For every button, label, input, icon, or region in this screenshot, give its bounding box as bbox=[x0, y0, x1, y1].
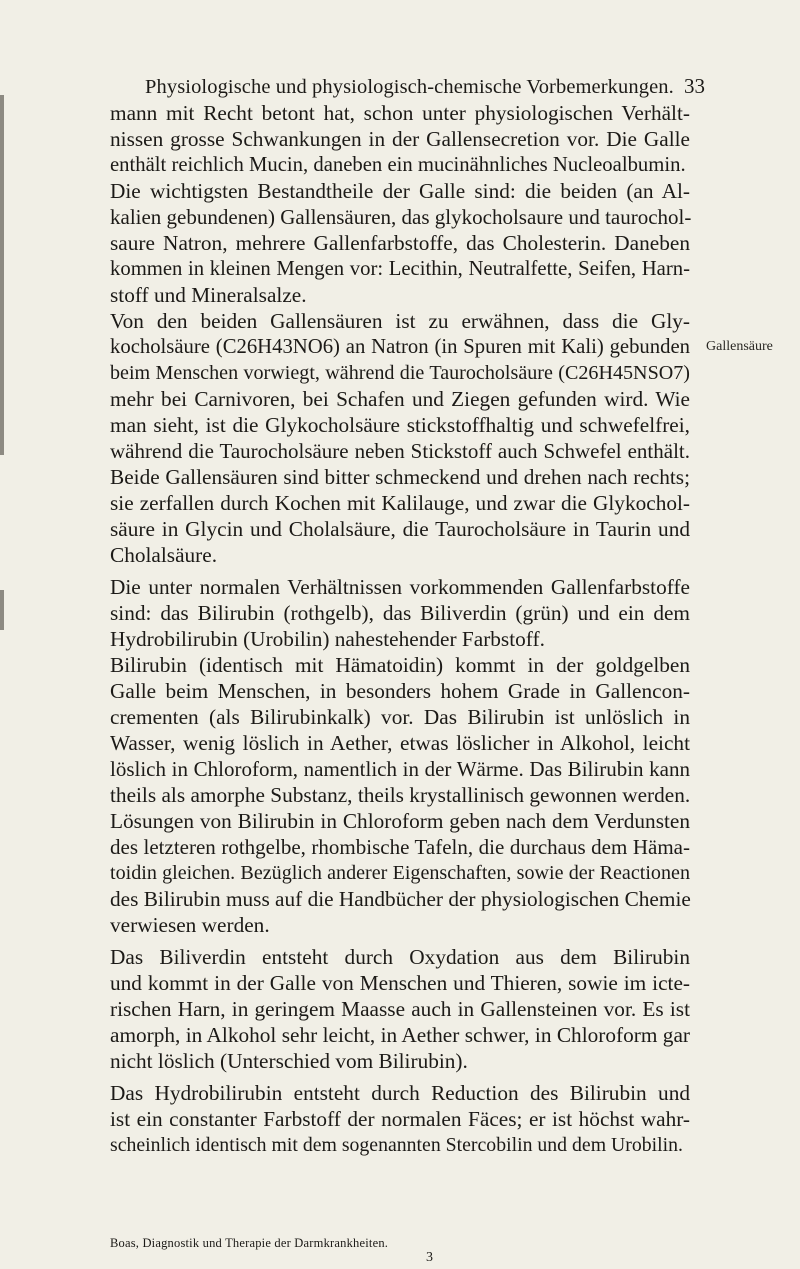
text-line: ist ein constanter Farbstoff der normalen Fäces; er ist höchst wahr- bbox=[110, 1107, 690, 1131]
text-line: säure in Glycin und Cholalsäure, die Taurocholsäure in Taurin und bbox=[110, 517, 690, 541]
text-line: Lösungen von Bilirubin in Chloroform geben nach dem Verdunsten bbox=[110, 809, 690, 833]
text-line: Beide Gallensäuren sind bitter schmeckend und drehen nach rechts; bbox=[110, 465, 690, 489]
text-line: Die wichtigsten Bestandtheile der Galle sind: die beiden (an Al- bbox=[110, 179, 690, 203]
text-line: Die unter normalen Verhältnissen vorkommenden Gallenfarbstoffe bbox=[110, 575, 690, 599]
text-line: sind: das Bilirubin (rothgelb), das Biliverdin (grün) und ein dem bbox=[110, 601, 690, 625]
page-number: 33 bbox=[684, 74, 705, 98]
text-line: nicht löslich (Unterschied vom Bilirubin). bbox=[110, 1049, 468, 1073]
text-line: crementen (als Bilirubinkalk) vor. Das Bilirubin ist unlöslich in bbox=[110, 705, 690, 729]
text-line: kocholsäure (C26H43NO6) an Natron (in Spuren mit Kali) gebunden bbox=[110, 336, 690, 358]
text-line: Wasser, wenig löslich in Aether, etwas löslicher in Alkohol, leicht bbox=[110, 731, 690, 755]
page-edge-shadow bbox=[0, 95, 4, 455]
text-line: kommen in kleinen Mengen vor: Lecithin, Neutralfette, Seifen, Harn- bbox=[110, 258, 690, 280]
text-line: rischen Harn, in geringem Maasse auch in Gallensteinen vor. Es ist bbox=[110, 997, 690, 1021]
text-line: stoff und Mineralsalze. bbox=[110, 283, 307, 307]
text-line: Hydrobilirubin (Urobilin) nahestehender Farbstoff. bbox=[110, 627, 545, 651]
text-line: des letzteren rothgelbe, rhombische Tafeln, die durchaus dem Häma- bbox=[110, 835, 690, 859]
text-line: nissen grosse Schwankungen in der Gallensecretion vor. Die Galle bbox=[110, 127, 690, 151]
text-line: Cholalsäure. bbox=[110, 543, 218, 567]
text-line: scheinlich identisch mit dem sogenannten Stercobilin und dem Urobilin. bbox=[110, 1134, 683, 1156]
running-title: Physiologische und physiologisch-chemische Vorbemerkungen. bbox=[145, 76, 674, 98]
text-line: man sieht, ist die Glykocholsäure stickstoffhaltig und schwefelfrei, bbox=[110, 413, 690, 437]
text-line: Das Hydrobilirubin entsteht durch Reduction des Bilirubin und bbox=[110, 1081, 690, 1105]
text-line: sie zerfallen durch Kochen mit Kalilauge, und zwar die Glykochol- bbox=[110, 491, 690, 515]
text-line: während die Taurocholsäure neben Stickstoff auch Schwefel enthält. bbox=[110, 439, 690, 463]
text-line: enthält reichlich Mucin, daneben ein mucinähnliches Nucleoalbumin. bbox=[110, 154, 686, 176]
page-header bbox=[145, 74, 705, 99]
text-line: mann mit Recht betont hat, schon unter physiologischen Verhält- bbox=[110, 101, 690, 125]
text-line: amorph, in Alkohol sehr leicht, in Aether schwer, in Chloroform gar bbox=[110, 1023, 690, 1047]
text-line: Von den beiden Gallensäuren ist zu erwähnen, dass die Gly- bbox=[110, 309, 690, 333]
text-line: Das Biliverdin entsteht durch Oxydation aus dem Bilirubin bbox=[110, 945, 690, 969]
text-line: saure Natron, mehrere Gallenfarbstoffe, das Cholesterin. Daneben bbox=[110, 231, 690, 255]
text-line: toidin gleichen. Bezüglich anderer Eigenschaften, sowie der Reactionen bbox=[110, 862, 690, 884]
text-line: kalien gebundenen) Gallensäuren, das glykocholsaure und taurochol- bbox=[110, 205, 692, 229]
text-line: Bilirubin (identisch mit Hämatoidin) kommt in der goldgelben bbox=[110, 653, 690, 677]
body-text bbox=[110, 100, 690, 1158]
footnote: Boas, Diagnostik und Therapie der Darmkrankheiten. bbox=[110, 1236, 389, 1250]
text-line: des Bilirubin muss auf die Handbücher der physiologischen Chemie bbox=[110, 887, 691, 911]
text-line: Galle beim Menschen, in besonders hohem Grade in Gallencon- bbox=[110, 679, 690, 703]
text-line: mehr bei Carnivoren, bei Schafen und Ziegen gefunden wird. Wie bbox=[110, 387, 690, 411]
text-line: beim Menschen vorwiegt, während die Taurocholsäure (C26H45NSO7) bbox=[110, 362, 690, 384]
text-line: theils als amorphe Substanz, theils krystallinisch gewonnen werden. bbox=[110, 783, 691, 807]
signature-mark: 3 bbox=[426, 1250, 433, 1265]
text-line: verwiesen werden. bbox=[110, 913, 270, 937]
margin-note: Gallensäure bbox=[706, 339, 773, 354]
page-edge-shadow bbox=[0, 590, 4, 630]
text-line: löslich in Chloroform, namentlich in der Wärme. Das Bilirubin kann bbox=[110, 757, 690, 781]
text-line: und kommt in der Galle von Menschen und Thieren, sowie im icte- bbox=[110, 971, 690, 995]
